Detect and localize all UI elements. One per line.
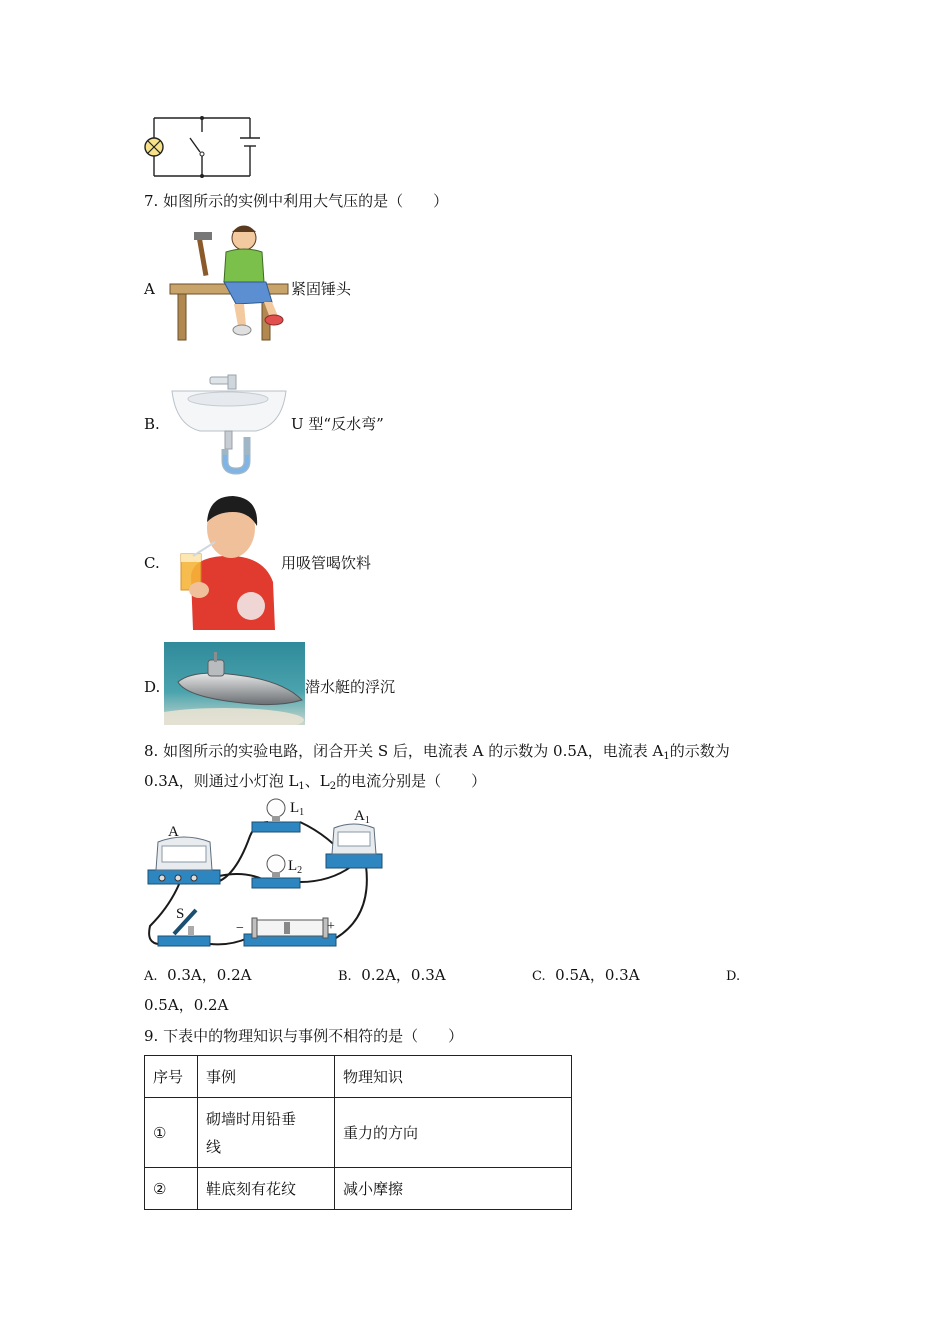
q7-option-b-caption: U 型“反水弯” xyxy=(291,415,384,433)
q7-option-d-letter: D. xyxy=(144,678,161,696)
q8-option-d-letter: D. xyxy=(726,969,741,984)
table-header-row xyxy=(145,1056,572,1098)
q7-option-c-letter: C. xyxy=(144,554,160,572)
q8-stem-line1: 8. 如图所示的实验电路，闭合开关 S 后，电流表 A 的示数为 0.5A，电流表 $A_1$的示数为 xyxy=(144,742,730,762)
q8-stem-line2: 0.3A，则通过小灯泡 $L_1$、$L_2$的电流分别是（ ） xyxy=(144,772,487,792)
q8-option-b: B. 0.2A，0.3A xyxy=(338,966,446,984)
q7-option-a-caption: 紧固锤头 xyxy=(291,280,352,298)
hammer-bench-illustration xyxy=(166,222,291,344)
ammeter-a1-label: $A_1$ xyxy=(354,808,370,826)
lamp-l1-label: $L_1$ xyxy=(290,800,305,818)
lamp-l2-label: $L_2$ xyxy=(288,858,303,876)
prev-circuit-diagram xyxy=(140,108,265,186)
ammeter-a-label: A xyxy=(168,824,179,840)
q8-option-a: A. 0.3A，0.2A xyxy=(144,966,252,984)
ammeter-a1-icon xyxy=(326,824,382,868)
header-example: 事例 xyxy=(198,1056,335,1098)
q7-option-d-caption: 潜水艇的浮沉 xyxy=(305,678,396,696)
row-knowledge: 重力的方向 xyxy=(335,1098,572,1168)
battery-holder-icon xyxy=(244,918,336,946)
row-example: 砌墙时用铅垂 线 xyxy=(198,1098,335,1168)
battery-plus-label: + xyxy=(327,919,335,934)
q7-option-a-letter: A xyxy=(144,280,155,298)
header-no: 序号 xyxy=(145,1056,198,1098)
ammeter-a-icon xyxy=(148,837,220,884)
row-no: ① xyxy=(145,1098,198,1168)
q9-knowledge-table xyxy=(144,1055,572,1210)
table-row xyxy=(145,1098,572,1168)
q9-stem: 9. 下表中的物理知识与事例不相符的是（ ） xyxy=(144,1027,464,1045)
q7-stem: 7. 如图所示的实例中利用大气压的是（ ） xyxy=(144,192,449,210)
header-knowledge: 物理知识 xyxy=(335,1056,572,1098)
battery-minus-label: − xyxy=(236,921,244,936)
row-example: 鞋底刻有花纹 xyxy=(198,1168,335,1210)
q8-experiment-circuit-figure xyxy=(140,796,385,956)
q8-option-d-text: 0.5A，0.2A xyxy=(144,996,229,1014)
submarine-photo xyxy=(164,642,305,725)
row-knowledge: 减小摩擦 xyxy=(335,1168,572,1210)
sink-u-trap-illustration xyxy=(170,373,288,475)
row-no: ② xyxy=(145,1168,198,1210)
boy-drinking-straw-photo xyxy=(173,492,276,630)
switch-s-label: S xyxy=(176,906,185,922)
q8-option-c: C. 0.5A，0.3A xyxy=(532,966,640,984)
lamp-symbol-icon xyxy=(145,138,163,156)
table-row xyxy=(145,1168,572,1210)
q7-option-b-letter: B. xyxy=(144,415,160,433)
q7-option-c-caption: 用吸管喝饮料 xyxy=(281,554,372,572)
